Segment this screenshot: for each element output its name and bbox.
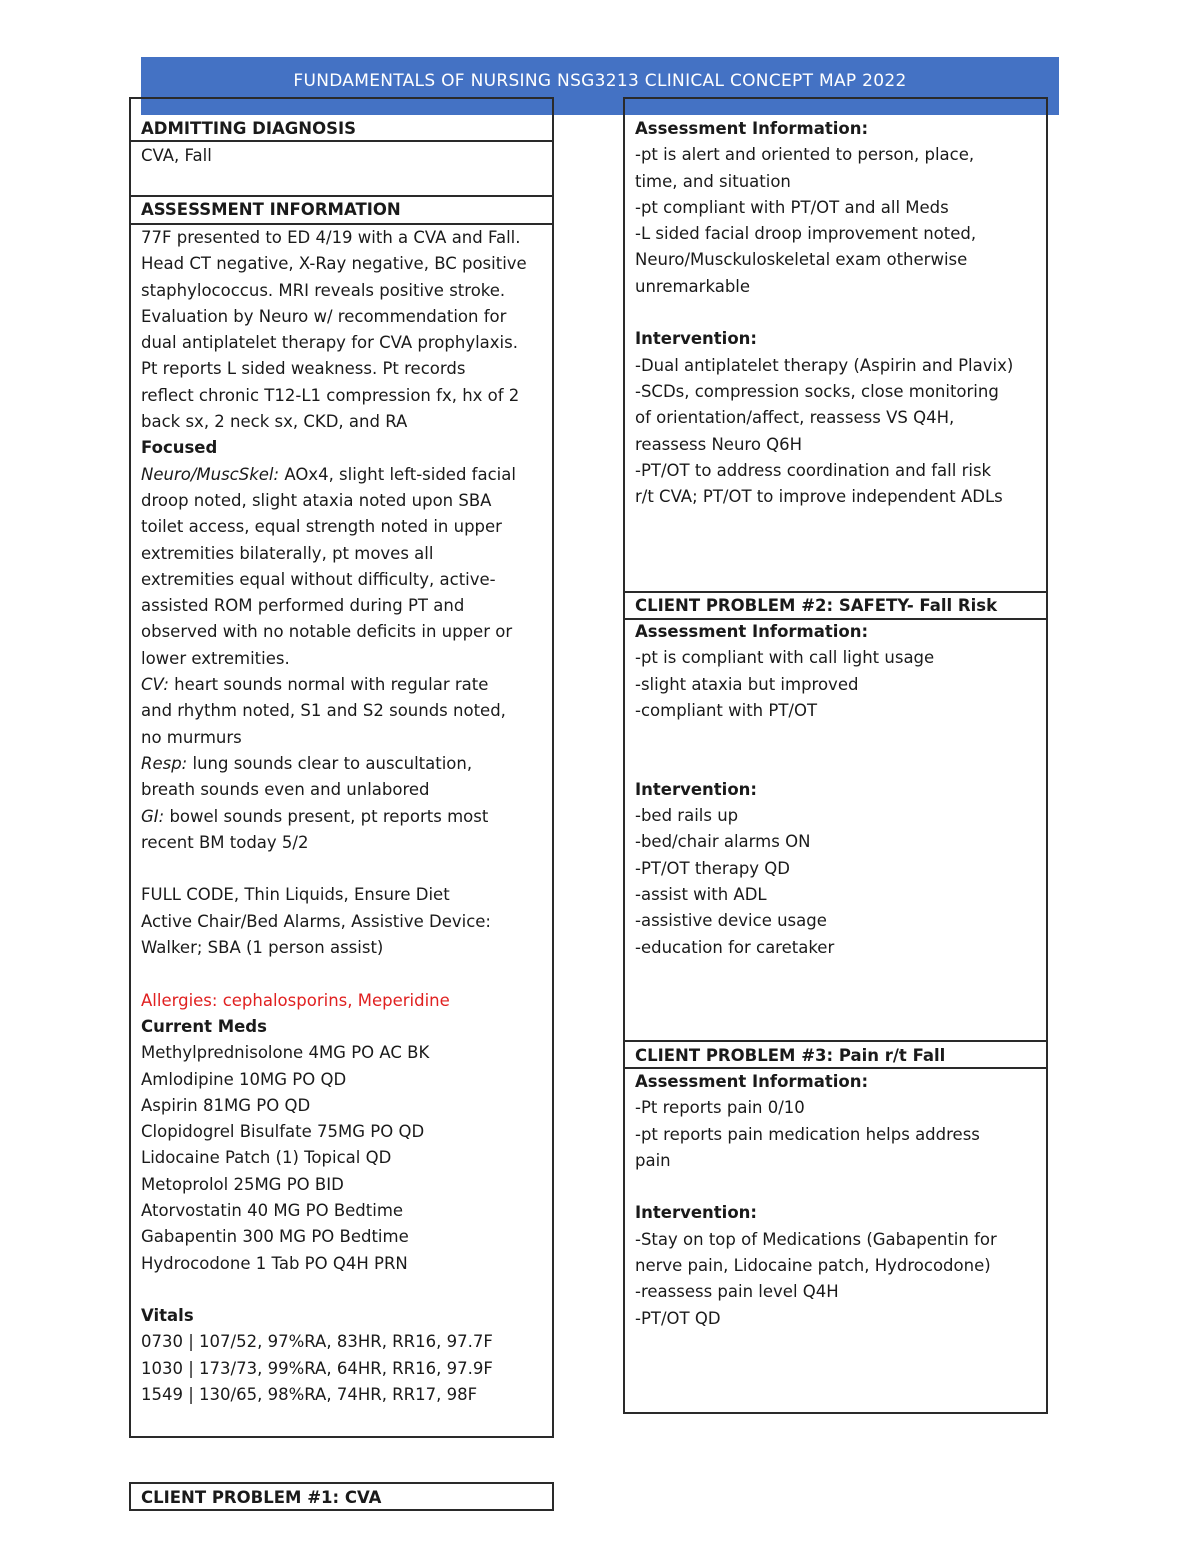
assessment-line: Evaluation by Neuro w/ recommendation for xyxy=(141,306,507,326)
client-problem-1-content xyxy=(635,116,1013,510)
p1-assessment-line: unremarkable xyxy=(635,276,751,296)
p3-assessment-line: -Pt reports pain 0/10 xyxy=(635,1098,805,1118)
vitals-row: 1030 | 173/73, 99%RA, 64HR, RR16, 97.9F xyxy=(141,1358,493,1378)
p3-intervention-line: -reassess pain level Q4H xyxy=(635,1282,839,1302)
neuro-line: droop noted, slight ataxia noted upon SBA xyxy=(141,490,492,510)
p2-intervention-line: -bed rails up xyxy=(635,806,739,826)
neuro-line xyxy=(141,462,527,488)
gi-line xyxy=(141,804,527,830)
vitals-row: 1549 | 130/65, 98%RA, 74HR, RR17, 98F xyxy=(141,1385,478,1405)
resp-first: lung sounds clear to auscultation, xyxy=(187,753,473,773)
assessment-line: 77F presented to ED 4/19 with a CVA and Fall. xyxy=(141,228,521,247)
p2-intervention-line: -assistive device usage xyxy=(635,911,827,931)
alarms-line: Walker; SBA (1 person assist) xyxy=(141,938,384,958)
cv-first: heart sounds normal with regular rate xyxy=(168,675,489,695)
p2-intervention-line: -bed/chair alarms ON xyxy=(635,832,811,852)
alarms-line: Active Chair/Bed Alarms, Assistive Device: xyxy=(141,911,491,931)
cv-line: and rhythm noted, S1 and S2 sounds noted, xyxy=(141,701,506,721)
neuro-line: assisted ROM performed during PT and xyxy=(141,596,465,616)
assessment-line: dual antiplatelet therapy for CVA prophylaxis. xyxy=(141,333,518,353)
neuro-label: Neuro/MuscSkel: xyxy=(141,464,280,484)
blank-line xyxy=(635,750,934,776)
p1-assessment-line: -L sided facial droop improvement noted, xyxy=(635,224,977,244)
blank-line xyxy=(635,1174,997,1200)
med-item: Metoprolol 25MG PO BID xyxy=(141,1174,344,1194)
p3-intervention-line: -PT/OT QD xyxy=(635,1308,721,1328)
admitting-diagnosis-value: CVA, Fall xyxy=(141,146,212,165)
current-meds-label: Current Meds xyxy=(141,1016,267,1036)
p2-intervention-line: -PT/OT therapy QD xyxy=(635,858,791,878)
blank-line xyxy=(635,724,934,750)
assessment-line: staphylococcus. MRI reveals positive stroke. xyxy=(141,280,506,300)
p3-intervention-label: Intervention: xyxy=(635,1203,758,1223)
p2-intervention-line: -education for caretaker xyxy=(635,937,835,957)
neuro-line: extremities equal without difficulty, active- xyxy=(141,569,496,589)
assessment-information-header: ASSESSMENT INFORMATION xyxy=(141,200,401,219)
med-item: Aspirin 81MG PO QD xyxy=(141,1095,311,1115)
gi-line: recent BM today 5/2 xyxy=(141,832,309,852)
client-problem-2-header: CLIENT PROBLEM #2: SAFETY- Fall Risk xyxy=(635,596,998,615)
resp-line xyxy=(141,751,527,777)
blank-line xyxy=(141,856,527,882)
p1-intervention-line: -SCDs, compression socks, close monitoring xyxy=(635,381,999,401)
neuro-line: observed with no notable deficits in upper or xyxy=(141,622,513,642)
med-item: Amlodipine 10MG PO QD xyxy=(141,1069,347,1089)
p3-intervention-line: nerve pain, Lidocaine patch, Hydrocodone) xyxy=(635,1256,991,1276)
med-item: Methylprednisolone 4MG PO AC BK xyxy=(141,1043,430,1063)
resp-label: Resp: xyxy=(141,753,188,773)
page-title: FUNDAMENTALS OF NURSING NSG3213 CLINICAL CONCEPT MAP 2022 xyxy=(293,71,907,91)
p3-assessment-line: -pt reports pain medication helps address xyxy=(635,1124,980,1144)
vitals-label: Vitals xyxy=(141,1306,194,1326)
p1-intervention-line: reassess Neuro Q6H xyxy=(635,434,803,454)
code-status-line: FULL CODE, Thin Liquids, Ensure Diet xyxy=(141,885,450,905)
p2-assessment-line: -pt is compliant with call light usage xyxy=(635,648,935,668)
blank-line xyxy=(635,300,1013,326)
gi-label: GI: xyxy=(141,806,165,826)
p2-assessment-line: -slight ataxia but improved xyxy=(635,674,859,694)
cv-label: CV: xyxy=(141,675,169,695)
p1-intervention-label: Intervention: xyxy=(635,329,758,349)
med-item: Hydrocodone 1 Tab PO Q4H PRN xyxy=(141,1253,408,1273)
p1-intervention-line: r/t CVA; PT/OT to improve independent ADLs xyxy=(635,487,1003,507)
allergies-line: Allergies: cephalosporins, Meperidine xyxy=(141,990,450,1010)
p1-assessment-label: Assessment Information: xyxy=(635,119,869,138)
p3-assessment-line: pain xyxy=(635,1150,671,1170)
assessment-information-body xyxy=(141,225,527,1408)
p3-assessment-label: Assessment Information: xyxy=(635,1072,869,1091)
p1-assessment-line: -pt compliant with PT/OT and all Meds xyxy=(635,197,949,217)
p2-assessment-label: Assessment Information: xyxy=(635,622,869,641)
med-item: Clopidogrel Bisulfate 75MG PO QD xyxy=(141,1122,425,1142)
cv-line xyxy=(141,672,527,698)
gi-first: bowel sounds present, pt reports most xyxy=(164,806,489,826)
admitting-diagnosis-header: ADMITTING DIAGNOSIS xyxy=(141,119,357,138)
client-problem-1-header: CLIENT PROBLEM #1: CVA xyxy=(141,1488,382,1507)
neuro-line: toilet access, equal strength noted in upper xyxy=(141,517,502,537)
p1-intervention-line: -PT/OT to address coordination and fall risk xyxy=(635,460,992,480)
p2-assessment-line: -compliant with PT/OT xyxy=(635,700,818,720)
p1-intervention-line: of orientation/affect, reassess VS Q4H, xyxy=(635,408,955,428)
assessment-line: reflect chronic T12-L1 compression fx, hx of 2 xyxy=(141,385,520,405)
p2-intervention-line: -assist with ADL xyxy=(635,884,767,904)
neuro-first: AOx4, slight left-sided facial xyxy=(279,464,516,484)
p2-intervention-label: Intervention: xyxy=(635,779,758,799)
med-item: Gabapentin 300 MG PO Bedtime xyxy=(141,1227,409,1247)
resp-line: breath sounds even and unlabored xyxy=(141,780,430,800)
cv-line: no murmurs xyxy=(141,727,242,747)
med-item: Atorvostatin 40 MG PO Bedtime xyxy=(141,1200,404,1220)
vitals-row: 0730 | 107/52, 97%RA, 83HR, RR16, 97.7F xyxy=(141,1332,493,1352)
focused-label: Focused xyxy=(141,438,218,458)
p1-assessment-line: -pt is alert and oriented to person, place, xyxy=(635,145,975,165)
neuro-line: extremities bilaterally, pt moves all xyxy=(141,543,434,563)
blank-line xyxy=(141,1277,527,1303)
med-item: Lidocaine Patch (1) Topical QD xyxy=(141,1148,392,1168)
blank-line xyxy=(141,961,527,987)
p3-intervention-line: -Stay on top of Medications (Gabapentin for xyxy=(635,1229,997,1249)
assessment-line: back sx, 2 neck sx, CKD, and RA xyxy=(141,412,408,432)
p1-intervention-line: -Dual antiplatelet therapy (Aspirin and Plavix) xyxy=(635,355,1014,375)
client-problem-3-header: CLIENT PROBLEM #3: Pain r/t Fall xyxy=(635,1046,946,1065)
assessment-line: Head CT negative, X-Ray negative, BC positive xyxy=(141,254,527,274)
p1-assessment-line: Neuro/Musckuloskeletal exam otherwise xyxy=(635,250,968,270)
p1-assessment-line: time, and situation xyxy=(635,171,791,191)
neuro-line: lower extremities. xyxy=(141,648,290,668)
client-problem-2-content xyxy=(635,619,934,961)
client-problem-3-content xyxy=(635,1069,997,1332)
assessment-line: Pt reports L sided weakness. Pt records xyxy=(141,359,466,379)
